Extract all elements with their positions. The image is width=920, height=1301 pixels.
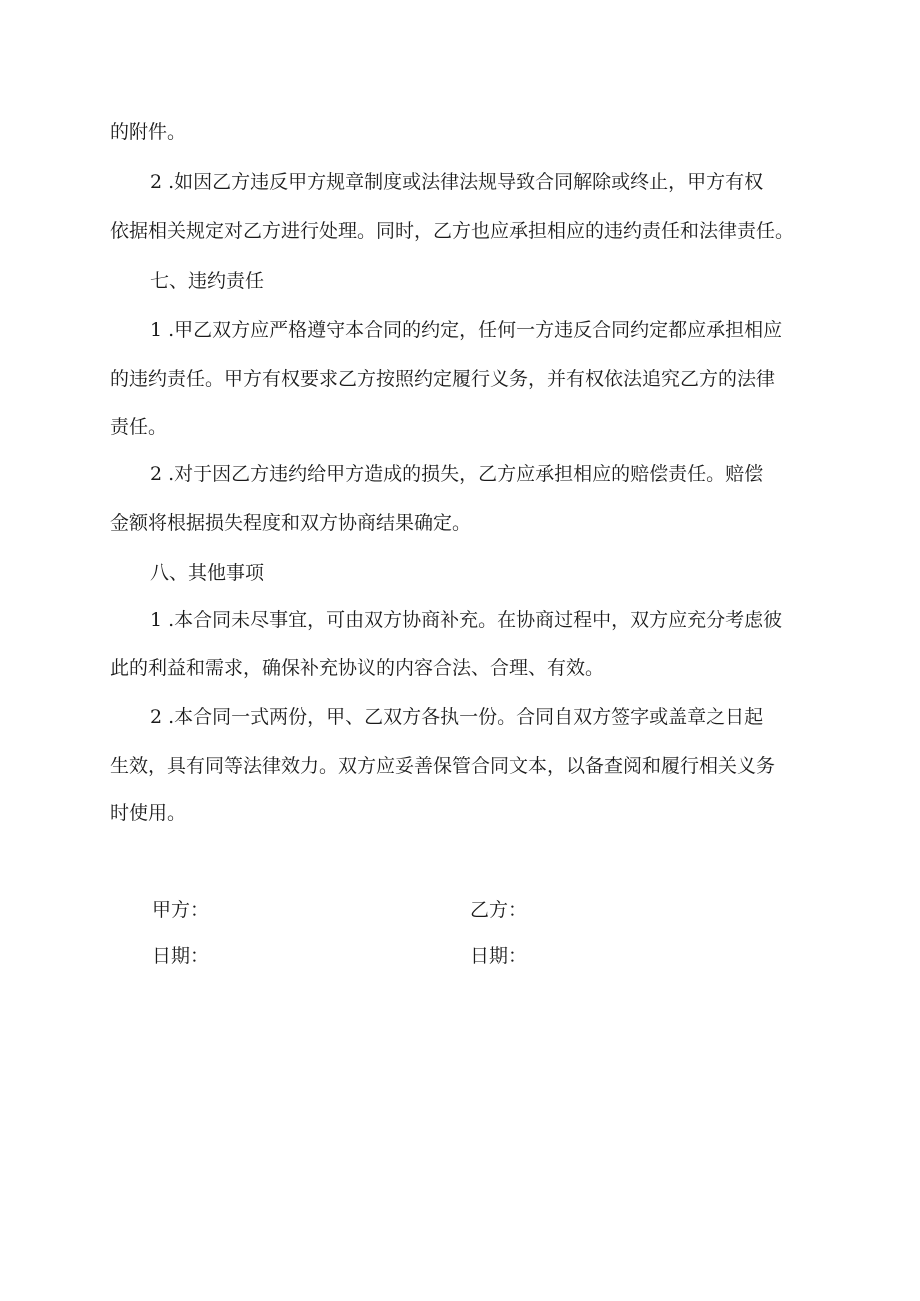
section8-clause1-line1: 1 .本合同未尽事宜，可由双方协商补充。在协商过程中，双方应充分考虑彼 bbox=[150, 609, 783, 631]
party-b-date-label: 日期： bbox=[470, 945, 528, 967]
section7-clause1-line2: 的违约责任。甲方有权要求乙方按照约定履行义务，并有权依法追究乙方的法律 bbox=[110, 368, 776, 390]
section7-heading: 七、违约责任 bbox=[150, 270, 265, 292]
section8-clause2-line3: 时使用。 bbox=[110, 802, 187, 824]
section8-clause2-line2: 生效，具有同等法律效力。双方应妥善保管合同文本，以备查阅和履行相关义务 bbox=[110, 755, 776, 777]
section7-clause1-line3: 责任。 bbox=[110, 416, 168, 438]
section6-clause2-line1: 2 .如因乙方违反甲方规章制度或法律法规导致合同解除或终止，甲方有权 bbox=[150, 171, 764, 193]
party-b-label: 乙方： bbox=[470, 899, 528, 921]
party-a-date-label: 日期： bbox=[152, 945, 210, 967]
section7-clause2-line1: 2 .对于因乙方违约给甲方造成的损失，乙方应承担相应的赔偿责任。赔偿 bbox=[150, 463, 764, 485]
section7-clause2-line2: 金额将根据损失程度和双方协商结果确定。 bbox=[110, 512, 472, 534]
section8-clause2-line1: 2 .本合同一式两份，甲、乙双方各执一份。合同自双方签字或盖章之日起 bbox=[150, 706, 764, 728]
section8-clause1-line2: 此的利益和需求，确保补充协议的内容合法、合理、有效。 bbox=[110, 657, 605, 679]
section8-heading: 八、其他事项 bbox=[150, 562, 265, 584]
party-a-label: 甲方： bbox=[152, 899, 210, 921]
section6-clause2-line2: 依据相关规定对乙方进行处理。同时，乙方也应承担相应的违约责任和法律责任。 bbox=[110, 220, 795, 242]
section7-clause1-line1: 1 .甲乙双方应严格遵守本合同的约定，任何一方违反合同约定都应承担相应 bbox=[150, 319, 783, 341]
section6-clause1-end: 的附件。 bbox=[110, 121, 187, 143]
